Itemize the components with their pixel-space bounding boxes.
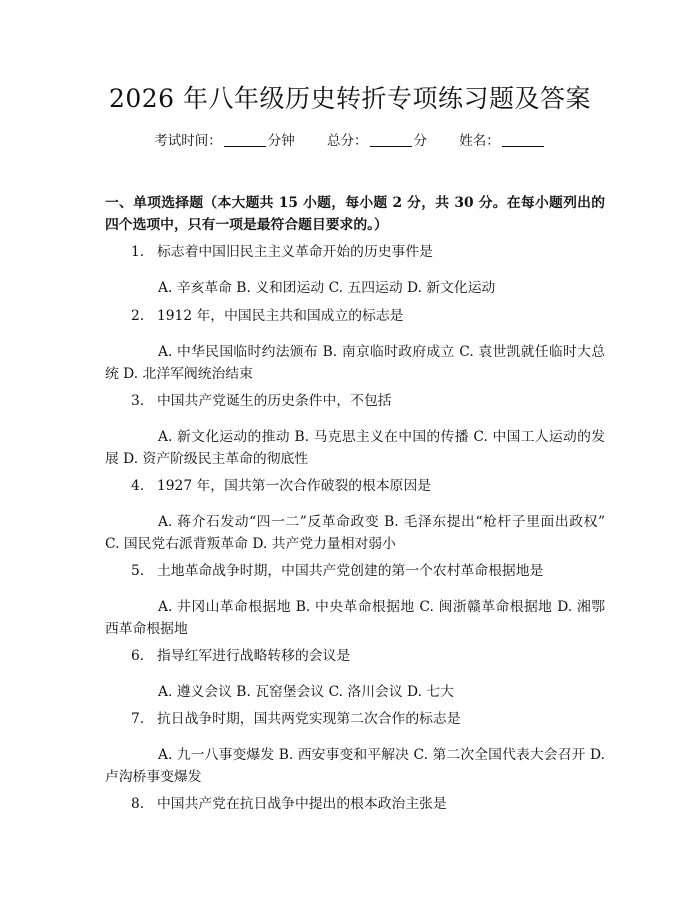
question-options: A. 辛亥革命 B. 义和团运动 C. 五四运动 D. 新文化运动 bbox=[158, 280, 496, 296]
question-text: 指导红军进行战略转移的会议是 bbox=[157, 648, 351, 664]
question-text: 中国共产党在抗日战争中提出的根本政治主张是 bbox=[157, 796, 447, 812]
question-stem bbox=[105, 645, 605, 667]
question-options: A. 井冈山革命根据地 B. 中央革命根据地 C. 闽浙赣革命根据地 D. 湘鄂西革命根据地 bbox=[105, 599, 605, 637]
question-item bbox=[105, 390, 605, 470]
total-score-field bbox=[327, 131, 427, 151]
question-text: 标志着中国旧民主主义革命开始的历史事件是 bbox=[157, 244, 433, 260]
exam-time-field bbox=[154, 131, 295, 151]
question-item bbox=[105, 708, 605, 788]
question-item bbox=[105, 793, 605, 815]
exam-time-blank bbox=[224, 132, 266, 147]
student-name-blank bbox=[502, 132, 544, 147]
question-number: 8. bbox=[131, 796, 145, 812]
question-number: 5. bbox=[131, 563, 145, 579]
question-stem bbox=[105, 475, 605, 497]
question-item bbox=[105, 645, 605, 703]
question-text: 1912 年，中国民主共和国成立的标志是 bbox=[157, 308, 404, 324]
question-number: 2. bbox=[131, 308, 145, 324]
student-name-label: 姓名： bbox=[459, 133, 500, 149]
exam-time-unit: 分钟 bbox=[267, 133, 295, 149]
question-number: 1. bbox=[131, 244, 145, 260]
question-text: 抗日战争时期，国共两党实现第二次合作的标志是 bbox=[157, 711, 461, 727]
exam-info-line bbox=[0, 131, 700, 151]
question-text: 中国共产党诞生的历史条件中，不包括 bbox=[157, 393, 392, 409]
question-number: 7. bbox=[131, 711, 145, 727]
section-heading: 一、单项选择题（本大题共 15 小题，每小题 2 分，共 30 分。在每小题列出的四个选项中，只有一项是最符合题目要求的。） bbox=[105, 195, 605, 233]
question-stem bbox=[105, 708, 605, 730]
total-score-label: 总分： bbox=[327, 133, 368, 149]
question-number: 6. bbox=[131, 648, 145, 664]
question-number: 3. bbox=[131, 393, 145, 409]
question-options: A. 遵义会议 B. 瓦窑堡会议 C. 洛川会议 D. 七大 bbox=[158, 684, 454, 700]
question-stem bbox=[105, 241, 605, 263]
page-title: 2026 年八年级历史转折专项练习题及答案 bbox=[108, 84, 592, 113]
question-options: A. 蒋介石发动“四一二”反革命政变 B. 毛泽东提出“枪杆子里面出政权” C. 国民党右派背叛革命 D. 共产党力量相对弱小 bbox=[105, 514, 605, 552]
question-item bbox=[105, 305, 605, 385]
question-item bbox=[105, 560, 605, 640]
question-stem bbox=[105, 390, 605, 412]
question-options: A. 九一八事变爆发 B. 西安事变和平解决 C. 第二次全国代表大会召开 D. 卢沟桥事变爆发 bbox=[105, 747, 605, 785]
question-stem bbox=[105, 793, 605, 815]
question-stem bbox=[105, 305, 605, 327]
question-stem bbox=[105, 560, 605, 582]
question-item bbox=[105, 241, 605, 299]
question-number: 4. bbox=[131, 478, 145, 494]
question-options: A. 新文化运动的推动 B. 马克思主义在中国的传播 C. 中国工人运动的发展 D. 资产阶级民主革命的彻底性 bbox=[105, 429, 605, 467]
question-item bbox=[105, 475, 605, 555]
question-text: 土地革命战争时期，中国共产党创建的第一个农村革命根据地是 bbox=[157, 563, 544, 579]
total-score-unit: 分 bbox=[413, 133, 427, 149]
question-text: 1927 年，国共第一次合作破裂的根本原因是 bbox=[157, 478, 432, 494]
question-options: A. 中华民国临时约法颁布 B. 南京临时政府成立 C. 袁世凯就任临时大总统 D. 北洋军阀统治结束 bbox=[105, 344, 605, 382]
total-score-blank bbox=[370, 132, 412, 147]
exam-time-label: 考试时间： bbox=[154, 133, 222, 149]
student-name-field bbox=[459, 131, 546, 151]
